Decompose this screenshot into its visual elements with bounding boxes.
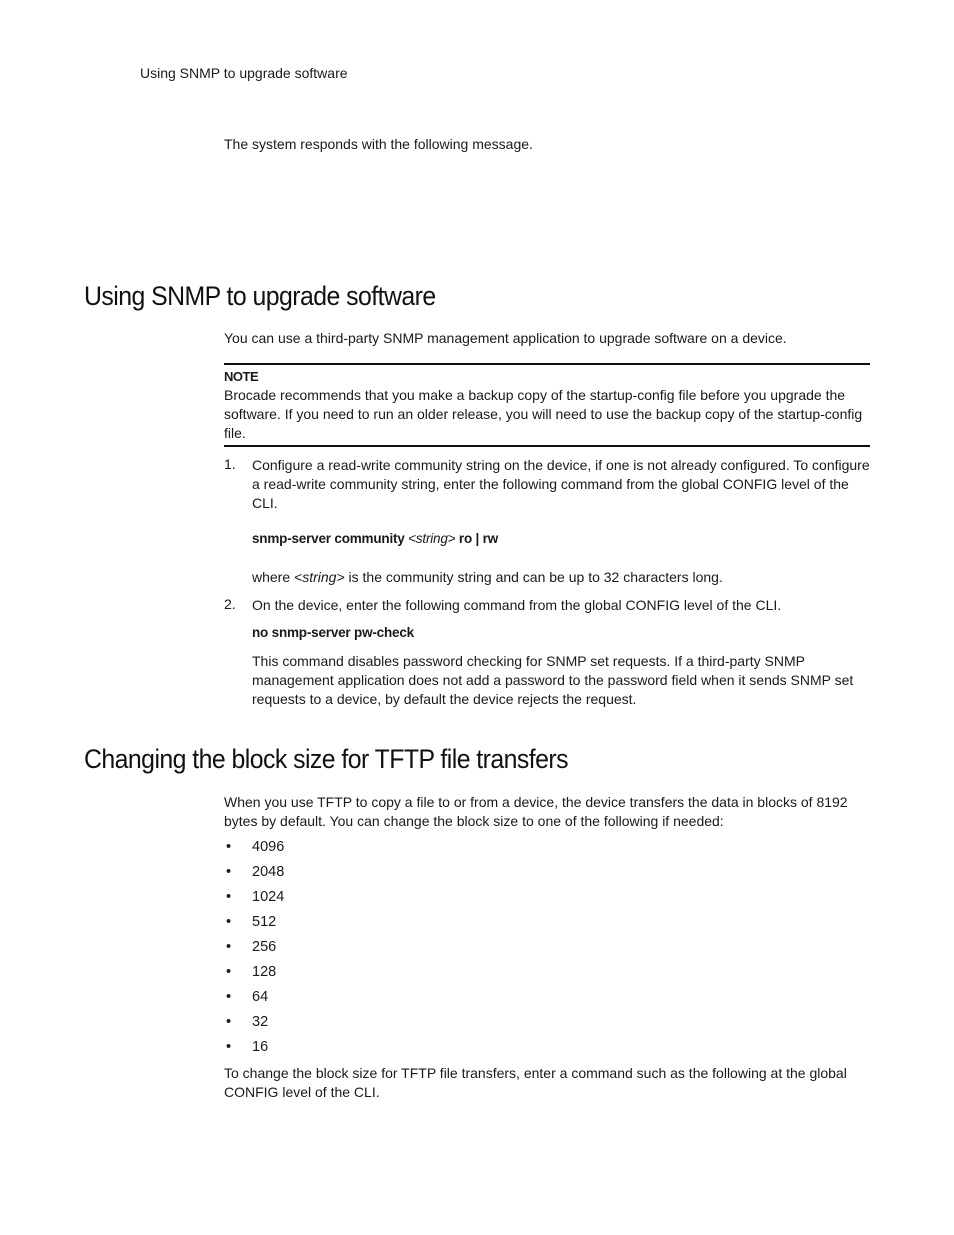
intro-paragraph: The system responds with the following message.: [224, 136, 533, 152]
step-1-command: [252, 531, 498, 546]
bullet-icon: •: [226, 914, 232, 930]
bullet-icon: •: [226, 989, 232, 1005]
step-2-text: On the device, enter the following command from the global CONFIG level of the CLI.: [252, 597, 782, 613]
list-item: [224, 888, 624, 913]
list-item: [224, 863, 624, 888]
bullet-icon: •: [226, 1039, 232, 1055]
block-size-list: [224, 838, 624, 1063]
block-size-value: 256: [252, 939, 277, 955]
note-text: Brocade recommends that you make a backup copy of the startup-config file before you upgrade the software. If you need to run an older release, you will need to use the backup copy of the startup-config file.: [224, 387, 863, 441]
section1-lead: You can use a third-party SNMP management application to upgrade software on a device.: [224, 330, 787, 346]
block-size-value: 16: [252, 1039, 269, 1055]
command-keyword: snmp-server community: [252, 531, 409, 546]
block-size-value: 128: [252, 964, 277, 980]
list-item: [224, 1013, 624, 1038]
list-item: [224, 938, 624, 963]
step-2-explanation: This command disables password checking for SNMP set requests. If a third-party SNMP management application does not add a password to the password field when it sends SNMP set requests to a device, by default the device rejects the request.: [252, 653, 854, 707]
bullet-icon: •: [226, 964, 232, 980]
section-heading-tftp: Changing the block size for TFTP file transfers: [84, 744, 568, 774]
step-1-text: Configure a read-write community string on the device, if one is not already configured. To configure a read-write community string, enter the following command from the global CONFIG level of the CLI.: [252, 457, 870, 511]
bullet-icon: •: [226, 1014, 232, 1030]
list-item: [224, 838, 624, 863]
block-size-value: 32: [252, 1014, 269, 1030]
note-box: [224, 363, 870, 447]
step-1-number: 1.: [224, 456, 236, 472]
list-item: [224, 913, 624, 938]
step-1-where: [252, 568, 872, 587]
where-argument: <string>: [294, 569, 345, 585]
running-header: Using SNMP to upgrade software: [140, 65, 348, 81]
where-suffix: is the community string and can be up to 32 characters long.: [344, 569, 723, 585]
block-size-value: 64: [252, 989, 269, 1005]
section2-lead: When you use TFTP to copy a file to or from a device, the device transfers the data in blocks of 8192 bytes by default. You can change the block size to one of the following if needed:: [224, 794, 848, 829]
block-size-value: 2048: [252, 864, 285, 880]
bullet-icon: •: [226, 889, 232, 905]
where-prefix: where: [252, 569, 295, 585]
block-size-value: 4096: [252, 839, 285, 855]
list-item: [224, 1038, 624, 1063]
bullet-icon: •: [226, 864, 232, 880]
block-size-value: 1024: [252, 889, 285, 905]
bullet-icon: •: [226, 839, 232, 855]
section-heading-snmp: Using SNMP to upgrade software: [84, 281, 436, 311]
bullet-icon: •: [226, 939, 232, 955]
list-item: [224, 988, 624, 1013]
step-2-number: 2.: [224, 596, 236, 612]
block-size-value: 512: [252, 914, 277, 930]
command-argument: <string>: [408, 531, 456, 546]
note-label: NOTE: [224, 369, 259, 384]
step-2-command: no snmp-server pw-check: [252, 625, 414, 640]
list-item: [224, 963, 624, 988]
command-options: ro | rw: [455, 531, 499, 546]
section2-closing: To change the block size for TFTP file transfers, enter a command such as the following at the global CONFIG level of the CLI.: [224, 1065, 847, 1100]
